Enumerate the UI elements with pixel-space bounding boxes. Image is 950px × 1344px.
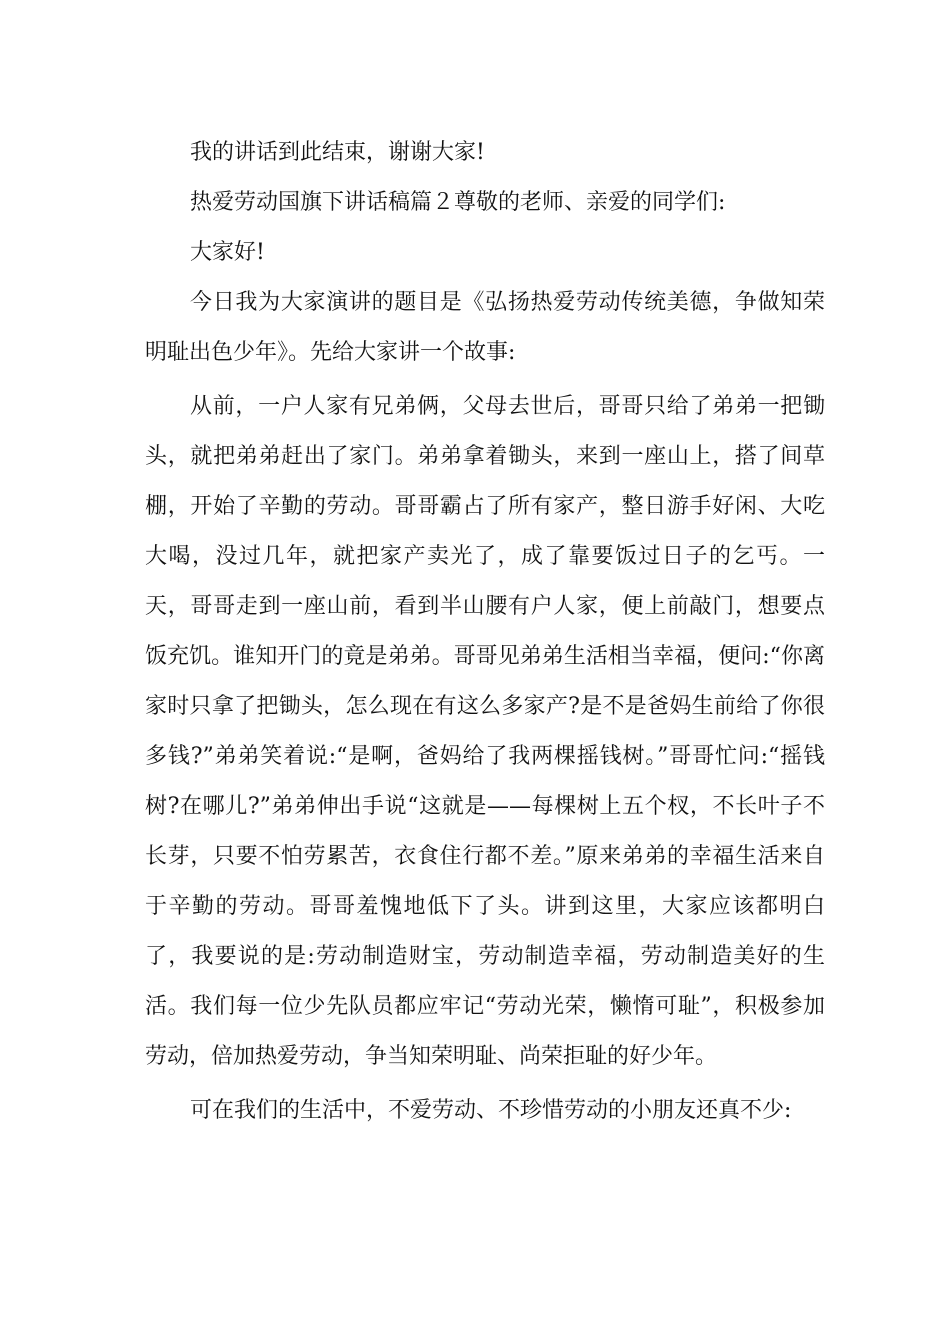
paragraph-topic: 今日我为大家演讲的题目是《弘扬热爱劳动传统美德，争做知荣明耻出色少年》。先给大家讲一个故事: <box>145 290 825 365</box>
document-body <box>145 128 825 1136</box>
paragraph-transition: 可在我们的生活中，不爱劳动、不珍惜劳动的小朋友还真不少: <box>190 1098 792 1123</box>
paragraph-story: 从前，一户人家有兄弟俩，父母去世后，哥哥只给了弟弟一把锄头，就把弟弟赶出了家门。弟弟拿着锄头，来到一座山上，搭了间草棚，开始了辛勤的劳动。哥哥霸占了所有家产，整日游手好闲、大吃大喝，没过几年，就把家产卖光了，成了靠要饭过日子的乞丐。一天，哥哥走到一座山前，看到半山腰有户人家，便上前敲门，想要点饭充饥。谁知开门的竟是弟弟。哥哥见弟弟生活相当幸福，便问:“你离家时只拿了把锄头，怎么现在有这么多家产?是不是爸妈生前给了你很多钱?”弟弟笑着说:“是啊，爸妈给了我两棵摇钱树。”哥哥忙问:“摇钱树?在哪儿?”弟弟伸出手说“这就是——每棵树上五个杈，不长叶子不长芽，只要不怕劳累苦，衣食住行都不差。”原来弟弟的幸福生活来自于辛勤的劳动。哥哥羞愧地低下了头。讲到这里，大家应该都明白了，我要说的是:劳动制造财宝，劳动制造幸福，劳动制造美好的生活。我们每一位少先队员都应牢记“劳动光荣，懒惰可耻”，积极参加劳动，倍加热爱劳动，争当知荣明耻、尚荣拒耻的好少年。 <box>145 394 825 1069</box>
paragraph-heading: 热爱劳动国旗下讲话稿篇２尊敬的老师、亲爱的同学们: <box>190 190 726 215</box>
paragraph-greeting: 大家好! <box>190 240 265 265</box>
paragraph-closing: 我的讲话到此结束，谢谢大家! <box>190 140 485 165</box>
